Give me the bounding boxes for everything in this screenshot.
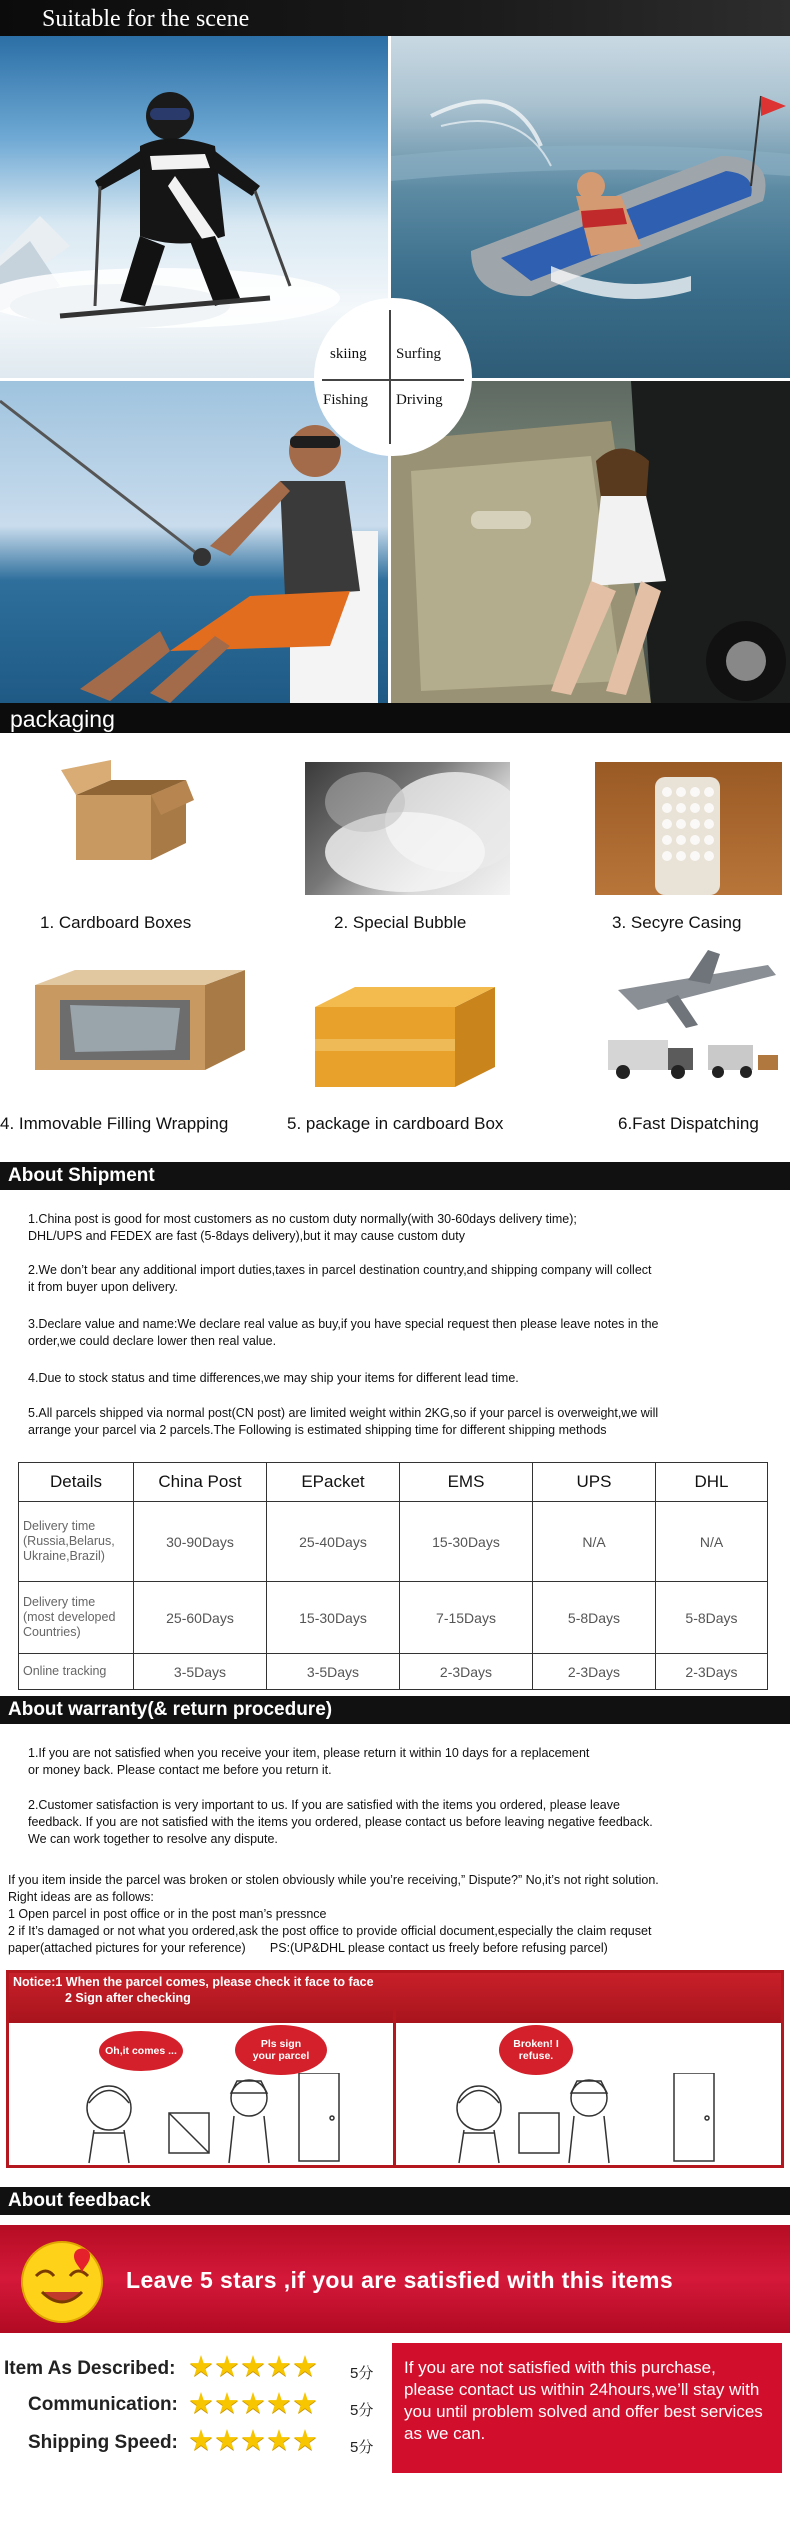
warranty-note-1: If you item inside the parcel was broken or stolen obviously while you’re receiving,” Dispute?” No,it’s not right solution.	[8, 1873, 659, 1887]
label-surfing: Surfing	[396, 346, 441, 362]
smiley-icon	[14, 2236, 110, 2326]
rating-stars-shipping	[188, 2427, 318, 2456]
table-row-label: Online tracking	[19, 1654, 134, 1690]
star-icon: ★	[214, 2351, 240, 2383]
star-icon: ★	[188, 2351, 214, 2383]
warranty-note-3: 1 Open parcel in post office or in the post man’s pressnce	[8, 1907, 327, 1921]
table-cell: 15-30Days	[400, 1502, 533, 1582]
table-header: DHL	[656, 1463, 768, 1502]
rating-label-communication: Communication:	[28, 2394, 178, 2415]
star-icon: ★	[266, 2351, 292, 2383]
warranty-note-4: 2 if It’s damaged or not what you ordered,ask the post office to provide official document,especially the claim requset	[8, 1924, 652, 1938]
table-cell: 30-90Days	[134, 1502, 267, 1582]
notice-line-1: Notice:1 When the parcel comes, please check it face to face	[13, 1975, 374, 1989]
warranty-line-3: 2.Customer satisfaction is very important to us. If you are satisfied with the items you ordered, please leave	[28, 1798, 620, 1812]
speech-bubble-broken-text: Broken! I refuse.	[513, 2038, 559, 2062]
table-header: EPacket	[267, 1463, 400, 1502]
table-header: EMS	[400, 1463, 533, 1502]
table-cell: 7-15Days	[400, 1582, 533, 1654]
speech-bubble-broken	[499, 2025, 573, 2075]
star-icon: ★	[214, 2425, 240, 2457]
scene-circle	[314, 298, 472, 456]
warranty-line-2: or money back. Please contact me before you return it.	[28, 1763, 332, 1777]
table-header: UPS	[533, 1463, 656, 1502]
warranty-line-4: feedback. If you are not satisfied with the items you ordered, please contact us before leaving negative feedback.	[28, 1815, 653, 1829]
rating-score-item: 5分	[350, 2365, 374, 2382]
scene-divider-v	[389, 310, 391, 444]
table-header-row	[19, 1463, 768, 1502]
rating-stars-communication	[188, 2390, 318, 2419]
shipment-line-9: arrange your parcel via 2 parcels.The Following is estimated shipping time for different shipping methods	[28, 1423, 607, 1437]
shipment-line-7: 4.Due to stock status and time differences,we may ship your items for different lead time.	[28, 1371, 519, 1385]
pkg-caption-3: 3. Secyre Casing	[612, 913, 742, 932]
speech-bubble-sign	[235, 2025, 327, 2075]
star-icon: ★	[266, 2388, 292, 2420]
shipment-line-2: DHL/UPS and FEDEX are fast (5-8days delivery),but it may cause custom duty	[28, 1229, 465, 1243]
speech-bubble-sign-text: Pls sign your parcel	[252, 2038, 310, 2062]
pkg-caption-1: 1. Cardboard Boxes	[40, 913, 192, 932]
table-cell: 25-40Days	[267, 1502, 400, 1582]
table-header: China Post	[134, 1463, 267, 1502]
table-cell: 2-3Days	[533, 1654, 656, 1690]
warranty-note-5: paper(attached pictures for your reference) PS:(UP&DHL please contact us freely before refusing parcel)	[8, 1941, 608, 1955]
notice-sketch-right	[429, 2073, 749, 2165]
warranty-title: About warranty(& return procedure)	[8, 1699, 333, 1720]
shipping-table	[18, 1462, 768, 1690]
table-cell: 2-3Days	[400, 1654, 533, 1690]
star-icon: ★	[266, 2425, 292, 2457]
shipment-line-6: order,we could declare lower then real value.	[28, 1334, 277, 1348]
rating-stars-item	[188, 2353, 318, 2382]
table-cell: 15-30Days	[267, 1582, 400, 1654]
star-icon: ★	[188, 2388, 214, 2420]
scene-divider-h	[322, 379, 464, 381]
warranty-note-2: Right ideas are as follows:	[8, 1890, 154, 1904]
table-cell: 5-8Days	[656, 1582, 768, 1654]
table-row	[19, 1654, 768, 1690]
feedback-message-box	[392, 2343, 782, 2473]
skiing-photo	[0, 36, 388, 378]
scene-title: Suitable for the scene	[42, 6, 250, 32]
table-row	[19, 1582, 768, 1654]
cardboard-box-image	[56, 755, 196, 865]
shipment-line-1: 1.China post is good for most customers as no custom duty normally(with 30-60days delivery time);	[28, 1212, 577, 1226]
star-icon: ★	[292, 2388, 318, 2420]
feedback-headline: Leave 5 stars ,if you are satisfied with this items	[126, 2267, 674, 2293]
pkg-caption-4: 4. Immovable Filling Wrapping	[0, 1114, 229, 1133]
filling-wrapping-image	[15, 950, 255, 1090]
pkg-caption-5: 5. package in cardboard Box	[287, 1114, 504, 1133]
packaging-title: packaging	[10, 706, 115, 732]
table-cell: 2-3Days	[656, 1654, 768, 1690]
scene-banner	[0, 0, 790, 36]
notice-sketch-left	[49, 2073, 369, 2165]
packaging-banner	[0, 703, 790, 733]
rating-label-item: Item As Described:	[4, 2358, 176, 2379]
pkg-caption-2: 2. Special Bubble	[334, 913, 467, 932]
taped-box-image	[305, 967, 505, 1097]
label-driving: Driving	[396, 392, 443, 408]
notice-divider	[393, 2009, 396, 2165]
fishing-photo	[0, 381, 388, 703]
label-skiing: skiing	[330, 346, 367, 362]
feedback-message: If you are not satisfied with this purchase, please contact us within 24hours,we’ll stay with you until problem solved and offer best services as we can.	[404, 2358, 763, 2443]
table-row-label: Delivery time (Russia,Belarus, Ukraine,Brazil)	[19, 1502, 134, 1582]
warranty-line-5: We can work together to resolve any dispute.	[28, 1832, 278, 1846]
rating-score-communication: 5分	[350, 2402, 374, 2419]
notice-line-2: 2 Sign after checking	[65, 1991, 191, 2005]
star-icon: ★	[188, 2425, 214, 2457]
feedback-banner	[0, 2187, 790, 2215]
shipment-line-3: 2.We don’t bear any additional import duties,taxes in parcel destination country,and shipping company will collect	[28, 1263, 652, 1277]
speech-bubble-oh	[99, 2031, 183, 2071]
table-cell: 3-5Days	[267, 1654, 400, 1690]
table-header: Details	[19, 1463, 134, 1502]
table-row	[19, 1502, 768, 1582]
star-icon: ★	[240, 2388, 266, 2420]
table-row-label: Delivery time (most developed Countries)	[19, 1582, 134, 1654]
bubble-casing-image	[595, 762, 782, 895]
table-cell: 3-5Days	[134, 1654, 267, 1690]
table-cell: N/A	[656, 1502, 768, 1582]
rating-label-shipping: Shipping Speed:	[28, 2432, 178, 2453]
star-icon: ★	[240, 2351, 266, 2383]
feedback-title: About feedback	[8, 2190, 151, 2211]
table-cell: 5-8Days	[533, 1582, 656, 1654]
star-icon: ★	[292, 2351, 318, 2383]
warranty-line-1: 1.If you are not satisfied when you receive your item, please return it within 10 days for a replacement	[28, 1746, 590, 1760]
rating-score-shipping: 5分	[350, 2439, 374, 2456]
pkg-caption-6: 6.Fast Dispatching	[618, 1114, 759, 1133]
bubble-roll-image	[305, 762, 510, 895]
table-cell: N/A	[533, 1502, 656, 1582]
star-icon: ★	[214, 2388, 240, 2420]
dispatching-image	[598, 950, 784, 1090]
notice-box	[6, 1970, 784, 2168]
shipment-title: About Shipment	[8, 1165, 155, 1186]
shipment-line-4: it from buyer upon delivery.	[28, 1280, 178, 1294]
star-icon: ★	[240, 2425, 266, 2457]
warranty-banner	[0, 1696, 790, 1724]
label-fishing: Fishing	[323, 392, 369, 408]
shipment-line-8: 5.All parcels shipped via normal post(CN post) are limited weight within 2KG,so if your parcel is overweight,we will	[28, 1406, 659, 1420]
shipment-banner	[0, 1162, 790, 1190]
table-cell: 25-60Days	[134, 1582, 267, 1654]
shipment-line-5: 3.Declare value and name:We declare real value as buy,if you have special request then please leave notes in the	[28, 1317, 659, 1331]
speech-bubble-oh-text: Oh,it comes ...	[105, 2045, 177, 2057]
star-icon: ★	[292, 2425, 318, 2457]
